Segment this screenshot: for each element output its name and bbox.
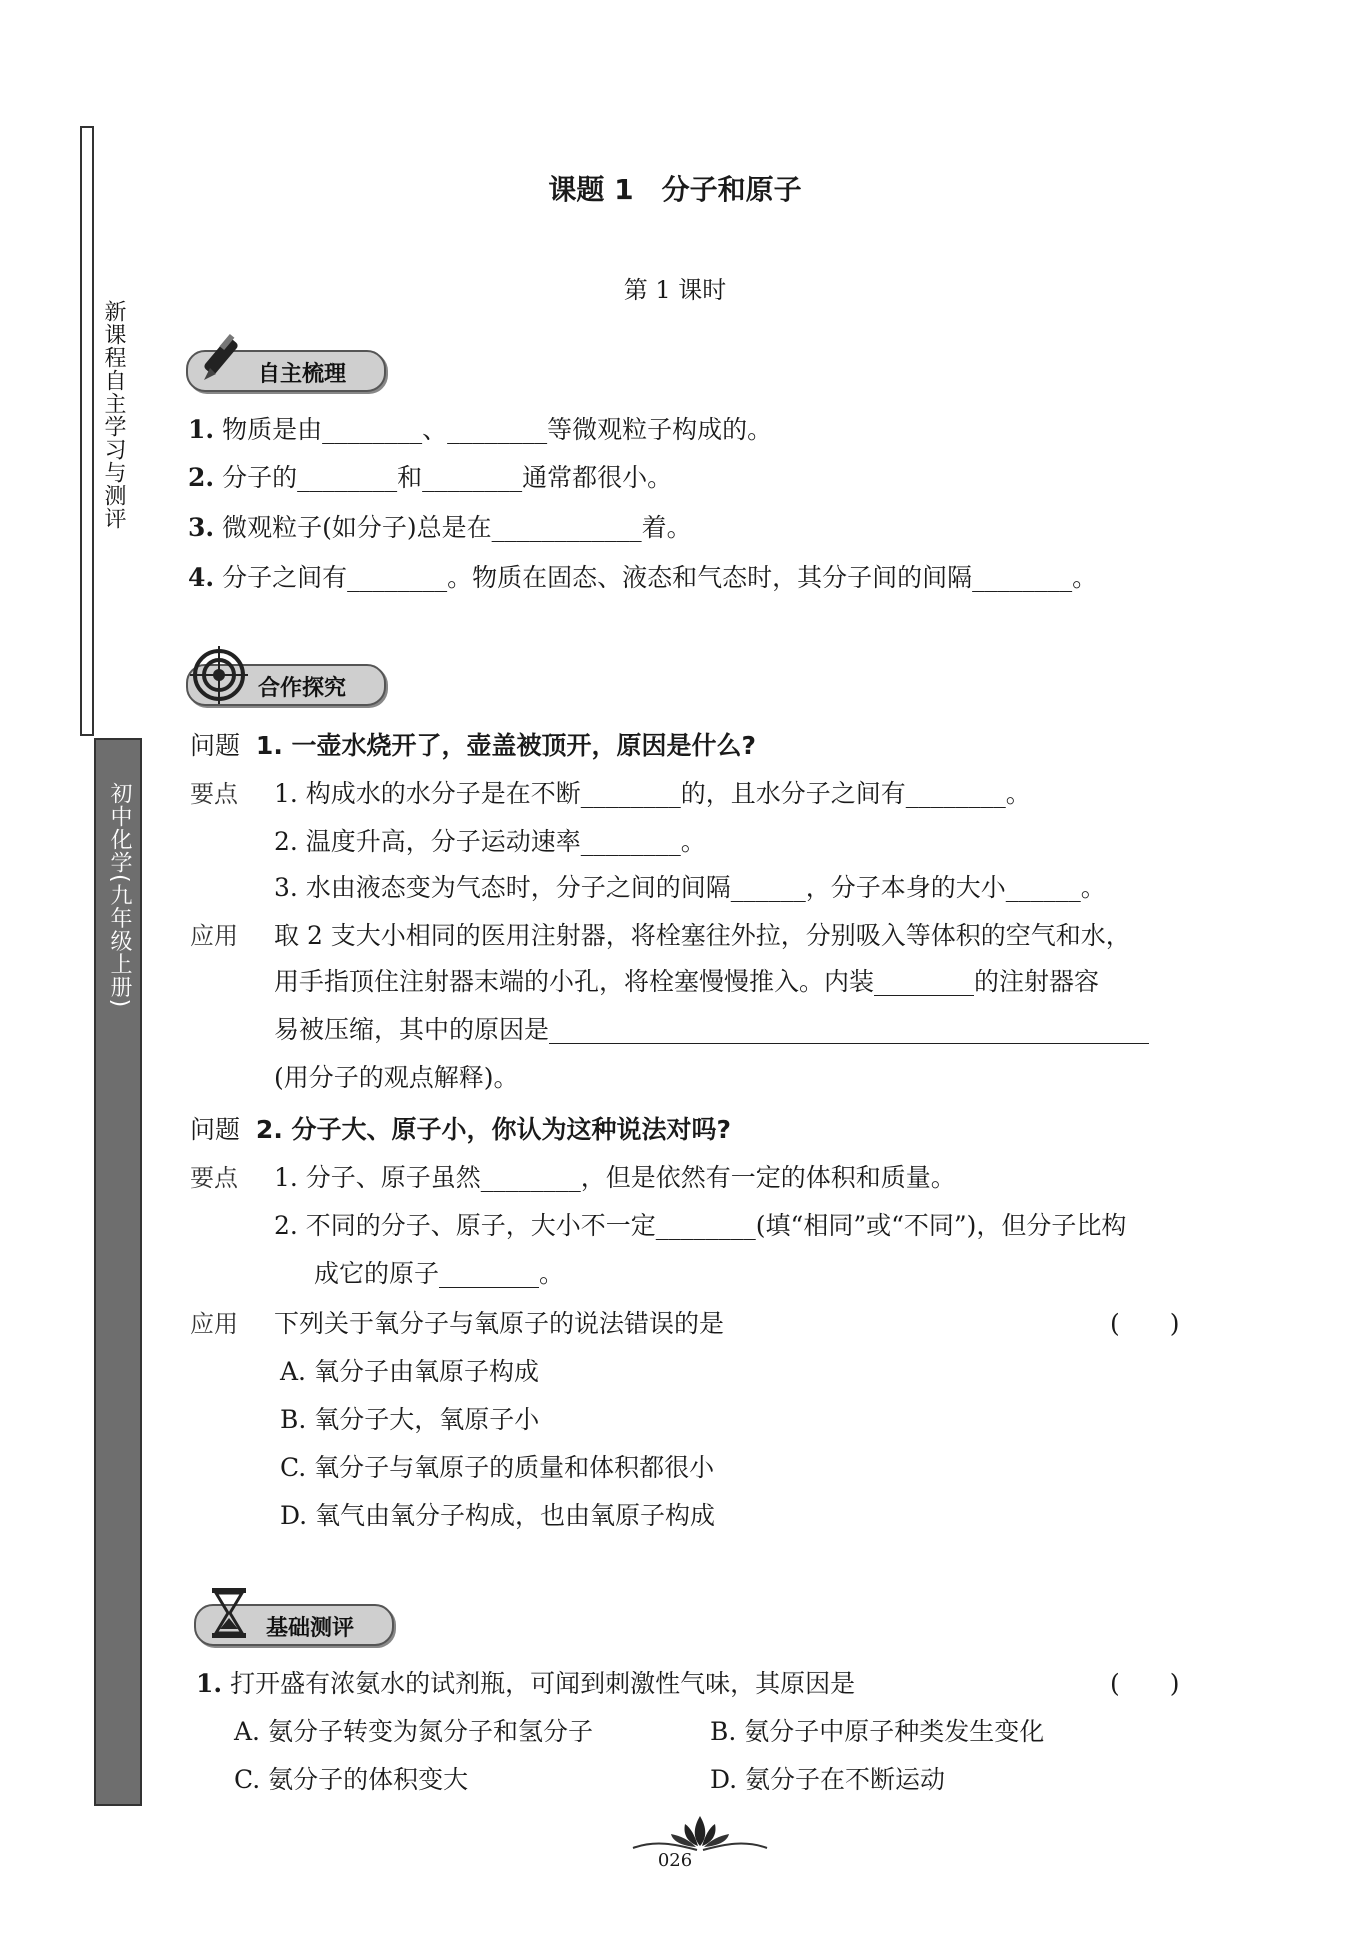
option-a: A. 氨分子转变为氮分子和氢分子 (234, 1717, 593, 1746)
option-c: C. 氧分子与氧原子的质量和体积都很小 (280, 1453, 715, 1482)
key-point: 1. 构成水的水分子是在不断________的，且水分子之间有________。 (274, 779, 1031, 808)
key-point: 成它的原子________。 (314, 1259, 565, 1288)
page-number: 026 (657, 1850, 693, 1871)
application-label: 应用 (190, 922, 238, 950)
application-label: 应用 (190, 1310, 238, 1338)
answer-parentheses: ( ) (1110, 1309, 1180, 1338)
question-2: 问题 2. 分子大、原子小，你认为这种说法对吗? (190, 1115, 732, 1144)
option-d: D. 氨分子在不断运动 (710, 1765, 946, 1794)
application-line: 取 2 支大小相同的医用注射器，将栓塞往外拉，分别吸入等体积的空气和水， (274, 921, 1131, 950)
key-points-label: 要点 (190, 1164, 238, 1192)
page-subtitle: 第 1 课时 (623, 276, 727, 304)
section-title-self-study: 自主梳理 (258, 362, 347, 387)
option-b: B. 氧分子大，氧原子小 (280, 1405, 540, 1434)
question-1: 问题 1. 一壶水烧开了，壶盖被顶开，原因是什么? (190, 731, 757, 760)
application-line: 易被压缩，其中的原因是________________________________________________ (274, 1015, 1150, 1044)
sidebar-top-tab (80, 126, 94, 736)
key-point: 1. 分子、原子虽然________，但是依然有一定的体积和质量。 (274, 1163, 956, 1192)
list-item: 4. 分子之间有________。物质在固态、液态和气态时，其分子间的间隔________。 (188, 563, 1098, 592)
option-c: C. 氨分子的体积变大 (234, 1765, 469, 1794)
key-point: 2. 不同的分子、原子，大小不一定________(填“相同”或“不同”)，但分子比构 (274, 1211, 1127, 1240)
section-title-cooperation: 合作探究 (258, 676, 347, 701)
list-item: 2. 分子的________和________通常都很小。 (188, 463, 673, 492)
sidebar-book-title: 新课程自主学习与测评 (101, 300, 126, 530)
pen-icon (196, 330, 254, 388)
list-item: 3. 微观粒子(如分子)总是在____________着。 (188, 513, 692, 542)
section-title-basic-test: 基础测评 (266, 1616, 355, 1641)
target-icon (190, 646, 248, 704)
application-line: (用分子的观点解释)。 (274, 1063, 519, 1092)
hourglass-icon (200, 1584, 258, 1642)
option-d: D. 氧气由氧分子构成，也由氧原子构成 (280, 1501, 716, 1530)
sidebar-subject: 初中化学(九年级上册) (107, 782, 132, 1009)
page-title: 课题 1 分子和原子 (548, 173, 802, 206)
key-point: 3. 水由液态变为气态时，分子之间的间隔______，分子本身的大小______。 (274, 873, 1106, 902)
option-b: B. 氨分子中原子种类发生变化 (710, 1717, 1045, 1746)
application-question: 下列关于氧分子与氧原子的说法错误的是 (274, 1309, 725, 1338)
key-points-label: 要点 (190, 780, 238, 808)
key-point: 2. 温度升高，分子运动速率________。 (274, 827, 706, 856)
application-line: 用手指顶住注射器末端的小孔，将栓塞慢慢推入。内装________的注射器容 (274, 967, 1100, 996)
test-question-1: 1. 打开盛有浓氨水的试剂瓶，可闻到刺激性气味，其原因是 (196, 1669, 856, 1698)
answer-parentheses: ( ) (1110, 1669, 1180, 1698)
option-a: A. 氧分子由氧原子构成 (280, 1357, 539, 1386)
list-item: 1. 物质是由________、________等微观粒子构成的。 (188, 415, 773, 444)
